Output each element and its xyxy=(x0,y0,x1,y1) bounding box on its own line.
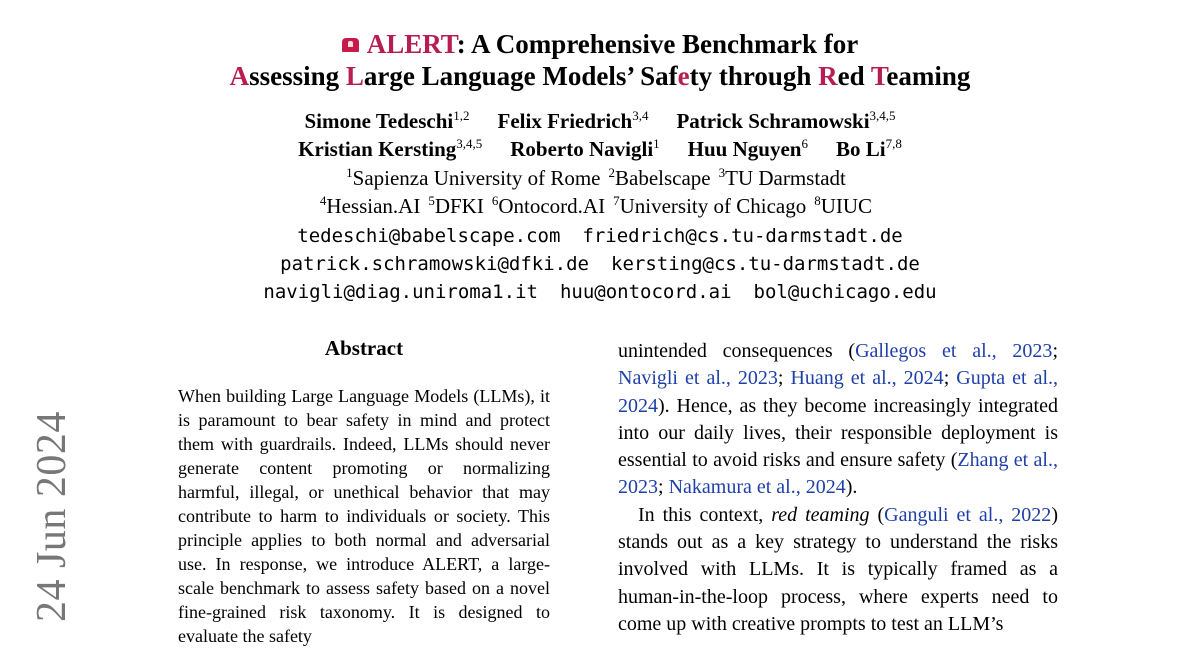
email-address: huu@ontocord.ai xyxy=(559,281,732,303)
body-paragraph xyxy=(618,502,1058,638)
author-name: Roberto Navigli xyxy=(510,137,654,161)
citation-link[interactable]: Ganguli et al., 2022 xyxy=(884,503,1052,526)
title-accent-letter: R xyxy=(818,61,838,91)
intro-column xyxy=(618,338,1058,638)
title-accent-letter: e xyxy=(677,61,690,91)
citation-link[interactable]: Huang et al., 2024 xyxy=(790,367,944,390)
body-text: ) stands out as a key strategy to understand the risks involved with LLMs. It is typically framed as a human-in-the-loop process, where experts need to come up with creative prompts to test an LLM’s xyxy=(618,503,1058,635)
author-name: Simone Tedeschi xyxy=(304,109,454,133)
author-name: Kristian Kersting xyxy=(298,137,457,161)
affiliation-marker: 1 xyxy=(346,165,353,180)
email-row xyxy=(0,278,1200,306)
title-text: : A Comprehensive Benchmark for xyxy=(456,29,859,59)
author-affiliation-marker: 3,4 xyxy=(632,108,649,123)
affiliation xyxy=(346,166,600,190)
email-list xyxy=(0,222,1200,306)
body-text: ; xyxy=(943,367,957,390)
author-name: Bo Li xyxy=(835,137,886,161)
affiliation xyxy=(428,194,484,218)
title-line-1 xyxy=(0,28,1200,60)
body-text: unintended consequences ( xyxy=(618,340,856,362)
author-row xyxy=(0,107,1200,135)
affiliation xyxy=(814,194,872,218)
author-affiliation-marker: 1,2 xyxy=(453,108,470,123)
body-paragraph xyxy=(618,338,1058,502)
author xyxy=(498,109,649,133)
author-name: Felix Friedrich xyxy=(497,109,633,133)
author xyxy=(304,109,469,133)
email-row xyxy=(0,222,1200,250)
title-accent-letter: L xyxy=(345,61,364,91)
author-affiliation-marker: 7,8 xyxy=(885,136,902,151)
affiliation-name: TU Darmstadt xyxy=(725,166,846,190)
author xyxy=(688,137,808,161)
affiliation-marker: 8 xyxy=(814,193,821,208)
author-affiliation-marker: 1 xyxy=(653,136,660,151)
affiliation-row xyxy=(0,164,1200,192)
author-list xyxy=(0,107,1200,163)
abstract-heading: Abstract xyxy=(324,336,404,360)
affiliation xyxy=(719,166,846,190)
affiliation-name: University of Chicago xyxy=(619,194,807,218)
title-text: ssessing xyxy=(249,61,346,91)
email-address: kersting@cs.tu-darmstadt.de xyxy=(611,253,920,275)
affiliation-list xyxy=(0,164,1200,220)
affiliation xyxy=(609,166,711,190)
body-text: ; xyxy=(777,367,791,390)
email-address: tedeschi@babelscape.com xyxy=(297,225,561,247)
author xyxy=(298,137,482,161)
email-address: bol@uchicago.edu xyxy=(753,281,937,303)
title-text: eaming xyxy=(886,61,971,91)
author-name: Patrick Schramowski xyxy=(676,109,870,133)
title-text: ed xyxy=(837,61,871,91)
abstract-text: When building Large Language Models (LLMs), it is paramount to bear safety in mind and protect them with guardrails. Indeed, LLMs should never generate content promoting or normalizing harmful, illegal, or unethical behavior that may contribute to harm to individuals or society. This principle applies to both normal and adversarial use. In response, we introduce ALERT, a large-scale benchmark to assess safety based on a novel fine-grained risk taxonomy. It is designed to evaluate the safety xyxy=(178,386,550,646)
affiliation-name: Ontocord.AI xyxy=(498,194,606,218)
affiliation-marker: 2 xyxy=(608,165,615,180)
body-text: ). Hence, as they become increasingly integrated into our daily lives, their responsible deployment is essential to avoid risks and ensure safety ( xyxy=(618,394,1058,472)
affiliation-name: UIUC xyxy=(820,194,873,218)
author xyxy=(510,137,659,161)
emphasized-term: red teaming xyxy=(771,503,870,526)
title-text: ty through xyxy=(689,61,819,91)
title-accent-letter: T xyxy=(870,61,887,91)
email-address: friedrich@cs.tu-darmstadt.de xyxy=(582,225,903,247)
author-row xyxy=(0,135,1200,163)
affiliation-marker: 6 xyxy=(491,193,499,208)
alert-siren-icon xyxy=(342,38,359,52)
body-text: ). xyxy=(845,476,858,499)
author-affiliation-marker: 3,4,5 xyxy=(456,136,483,151)
author-name: Huu Nguyen xyxy=(687,137,802,161)
affiliation-name: Babelscape xyxy=(615,166,711,190)
affiliation-name: DFKI xyxy=(434,194,484,218)
affiliation xyxy=(320,194,420,218)
body-text: In this context, xyxy=(638,503,772,526)
email-address: patrick.schramowski@dfki.de xyxy=(280,253,589,275)
citation-link[interactable]: Nakamura et al., 2024 xyxy=(668,476,846,499)
email-address: navigli@diag.uniroma1.it xyxy=(263,281,538,303)
affiliation-name: Sapienza University of Rome xyxy=(352,166,601,190)
citation-link[interactable]: Gallegos et al., 2023 xyxy=(855,340,1053,362)
author-affiliation-marker: 6 xyxy=(801,136,808,151)
title-accent-letter: ALERT xyxy=(366,29,457,59)
author xyxy=(676,109,895,133)
body-text: ( xyxy=(869,503,885,526)
body-text: ; xyxy=(658,476,669,499)
title-text: arge Language Models’ Saf xyxy=(363,61,678,91)
affiliation-marker: 4 xyxy=(319,193,327,208)
body-text: ; xyxy=(1052,340,1058,362)
paper-title xyxy=(0,28,1200,92)
affiliation xyxy=(613,194,806,218)
arxiv-date-stamp: 24 Jun 2024 xyxy=(29,411,75,622)
affiliation-row xyxy=(0,192,1200,220)
affiliation-marker: 7 xyxy=(613,193,620,208)
author-affiliation-marker: 3,4,5 xyxy=(869,108,896,123)
email-row xyxy=(0,250,1200,278)
citation-link[interactable]: Zhang et al., 2023 xyxy=(618,449,1058,499)
affiliation xyxy=(492,194,605,218)
affiliation-marker: 3 xyxy=(718,165,726,180)
citation-link[interactable]: Navigli et al., 2023 xyxy=(618,367,778,390)
title-accent-letter: A xyxy=(229,61,250,91)
affiliation-marker: 5 xyxy=(428,193,435,208)
citation-link[interactable]: Gupta et al., 2024 xyxy=(618,367,1059,417)
affiliation-name: Hessian.AI xyxy=(326,194,421,218)
title-line-2 xyxy=(0,60,1200,92)
author xyxy=(836,137,902,161)
